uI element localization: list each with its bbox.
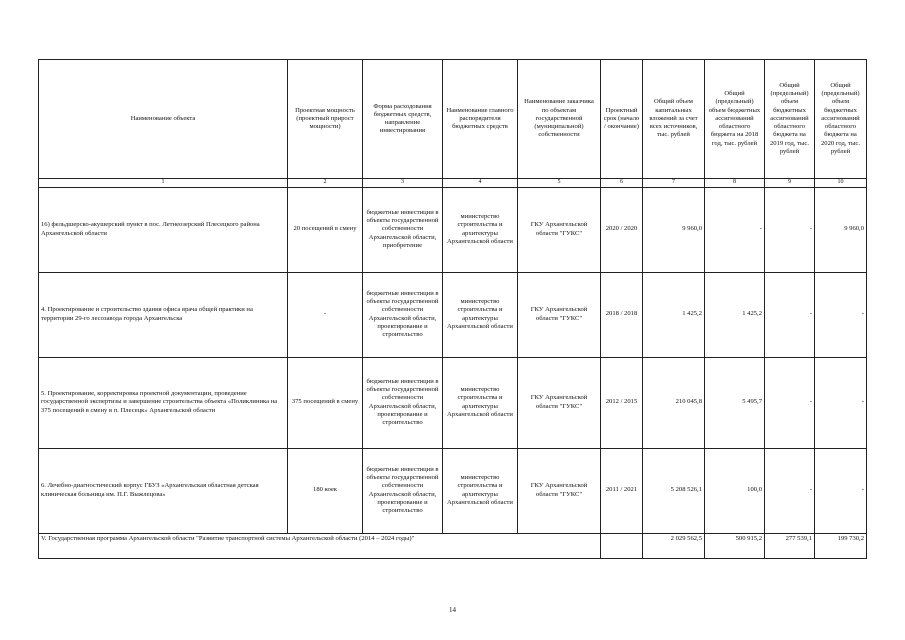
table-row [39, 272, 867, 357]
column-number: 2 [288, 179, 363, 188]
column-number: 1 [39, 179, 288, 188]
capacity: 180 коек [288, 448, 363, 533]
header-cell: Общий (предельный) объем бюджетных ассигнований областного бюджета на 2020 год, тыс. рублей [815, 60, 867, 179]
column-number: 9 [765, 179, 815, 188]
budget-2020: - [815, 272, 867, 357]
total-investment: 210 045,8 [643, 357, 705, 448]
budget-2019: - [765, 448, 815, 533]
budget-2018: 100,0 [705, 448, 765, 533]
header-cell: Общий (предельный) объем бюджетных ассигнований областного бюджета на 2018 год, тыс. рублей [705, 60, 765, 179]
header-cell: Наименование заказчика по объектам государственной (муниципальной) собственности [518, 60, 601, 179]
term: 2012 / 2015 [601, 357, 643, 448]
table-row [39, 357, 867, 448]
budget-2019: 277 539,1 [765, 533, 815, 558]
budget-2020: 9 960,0 [815, 187, 867, 272]
column-number: 7 [643, 179, 705, 188]
capacity: - [288, 272, 363, 357]
budget-2019: - [765, 357, 815, 448]
term: 2020 / 2020 [601, 187, 643, 272]
total-investment: 5 208 526,1 [643, 448, 705, 533]
customer: ГКУ Архангельской области "ГУКС" [518, 357, 601, 448]
page-number: 14 [449, 606, 456, 614]
column-number-row [39, 179, 867, 188]
column-number: 8 [705, 179, 765, 188]
table-row [39, 187, 867, 272]
funding-form: бюджетные инвестиции в объекты государственной собственности Архангельской области, приобретение [363, 187, 443, 272]
header-cell: Проектная мощность (проектный прирост мощности) [288, 60, 363, 179]
object-name: 6. Лечебно-диагностический корпус ГБУЗ «Архангельская областная детская клиническая больница им. П.Г. Выжлецова» [39, 448, 288, 533]
header-cell: Наименование объекта [39, 60, 288, 179]
budget-manager: министерство строительства и архитектуры Архангельской области [443, 187, 518, 272]
budget-2018: 500 915,2 [705, 533, 765, 558]
column-number: 3 [363, 179, 443, 188]
header-cell: Общий объем капитальных вложений за счет всех источников, тыс. рублей [643, 60, 705, 179]
column-number: 5 [518, 179, 601, 188]
budget-2018: 5 495,7 [705, 357, 765, 448]
capacity: 20 посещений в смену [288, 187, 363, 272]
program-name: V. Государственная программа Архангельской области "Развитие транспортной системы Архангельской области (2014 – 2024 годы)" [39, 533, 601, 558]
empty-cell [601, 533, 643, 558]
capacity: 375 посещений в смену [288, 357, 363, 448]
header-cell: Общий (предельный) объем бюджетных ассигнований областного бюджета на 2019 год, тыс. рублей [765, 60, 815, 179]
investment-table [38, 59, 867, 559]
term: 2018 / 2018 [601, 272, 643, 357]
header-row [39, 60, 867, 179]
column-number: 6 [601, 179, 643, 188]
funding-form: бюджетные инвестиции в объекты государственной собственности Архангельской области, проектирование и строительство [363, 448, 443, 533]
budget-2018: - [705, 187, 765, 272]
customer: ГКУ Архангельской области "ГУКС" [518, 272, 601, 357]
total-investment: 9 960,0 [643, 187, 705, 272]
budget-2020: 199 730,2 [815, 533, 867, 558]
budget-2020: - [815, 448, 867, 533]
funding-form: бюджетные инвестиции в объекты государственной собственности Архангельской области, проектирование и строительство [363, 272, 443, 357]
budget-manager: министерство строительства и архитектуры Архангельской области [443, 357, 518, 448]
funding-form: бюджетные инвестиции в объекты государственной собственности Архангельской области, проектирование и строительство [363, 357, 443, 448]
budget-manager: министерство строительства и архитектуры Архангельской области [443, 272, 518, 357]
term: 2011 / 2021 [601, 448, 643, 533]
object-name: 16) фельдшерско-акушерский пункт в пос. Летнеозерский Плесецкого района Архангельской области [39, 187, 288, 272]
column-number: 10 [815, 179, 867, 188]
budget-2020: - [815, 357, 867, 448]
total-investment: 1 425,2 [643, 272, 705, 357]
object-name: 4. Проектирование и строительство здания офиса врача общей практики на территории 29-го лесозавода города Архангельска [39, 272, 288, 357]
customer: ГКУ Архангельской области "ГУКС" [518, 187, 601, 272]
budget-2018: 1 425,2 [705, 272, 765, 357]
total-investment: 2 029 562,5 [643, 533, 705, 558]
budget-2019: - [765, 187, 815, 272]
budget-manager: министерство строительства и архитектуры Архангельской области [443, 448, 518, 533]
program-row [39, 533, 867, 558]
customer: ГКУ Архангельской области "ГУКС" [518, 448, 601, 533]
object-name: 5. Проектирование, корректировка проектной документации, проведение государственной экспертизы и завершение строительства объекта «Поликлиника на 375 посещений в смену в п. Плесецк» Архангельской области [39, 357, 288, 448]
header-cell: Форма расходования бюджетных средств, направление инвестирования [363, 60, 443, 179]
header-cell: Наименование главного распорядителя бюджетных средств [443, 60, 518, 179]
table-row [39, 448, 867, 533]
budget-2019: - [765, 272, 815, 357]
header-cell: Проектный срок (начало / окончание) [601, 60, 643, 179]
column-number: 4 [443, 179, 518, 188]
